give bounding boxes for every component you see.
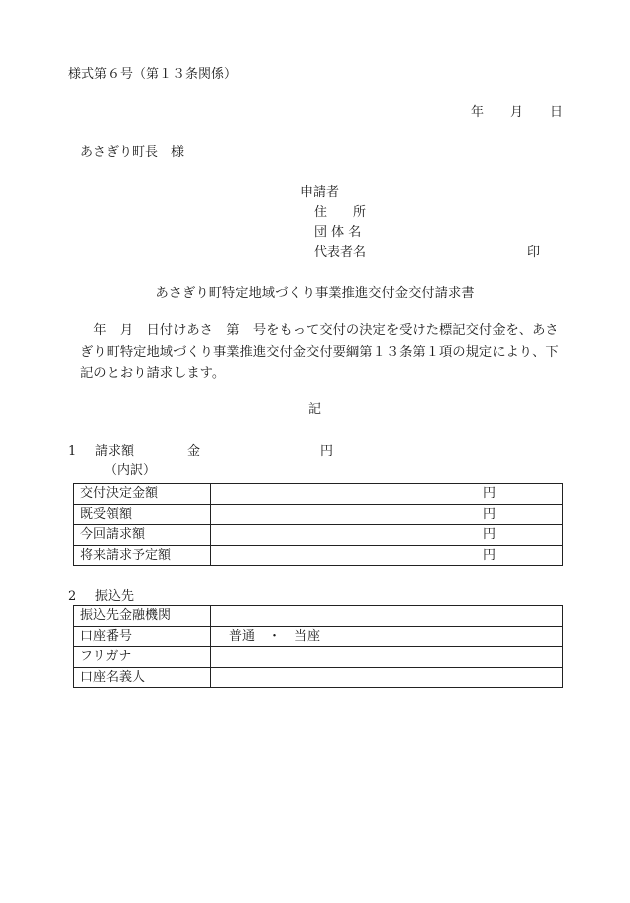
breakdown-row-unit: 円 bbox=[211, 504, 563, 525]
breakdown-row-label: 将来請求予定額 bbox=[74, 545, 211, 566]
transfer-row-value bbox=[211, 606, 563, 627]
section1-label: 請求額 bbox=[95, 444, 135, 459]
table-row bbox=[74, 504, 563, 525]
body-line-3: 記のとおり請求します。 bbox=[80, 366, 226, 381]
transfer-row-label: 振込先金融機関 bbox=[74, 606, 211, 627]
breakdown-row-unit: 円 bbox=[211, 525, 563, 546]
table-row bbox=[74, 484, 563, 505]
breakdown-row-unit: 円 bbox=[211, 484, 563, 505]
breakdown-table bbox=[73, 483, 563, 566]
claim-amount-suffix: 円 bbox=[320, 444, 334, 459]
applicant-address-label: 住 所 bbox=[314, 205, 367, 220]
table-row bbox=[74, 545, 563, 566]
section1-number: 1 bbox=[68, 444, 77, 459]
applicant-group-label: 団 体 名 bbox=[314, 225, 362, 240]
body-line-2: ぎり町特定地域づくり事業推進交付金交付要綱第１３条第１項の規定により、下 bbox=[80, 345, 559, 360]
transfer-row-value bbox=[211, 667, 563, 688]
seal-mark: 印 bbox=[527, 245, 541, 260]
addressee: あさぎり町長 様 bbox=[80, 145, 185, 160]
claim-amount-prefix: 金 bbox=[187, 444, 201, 459]
transfer-row-label: 口座番号 bbox=[74, 626, 211, 647]
breakdown-row-label: 交付決定金額 bbox=[74, 484, 211, 505]
date-day-label: 日 bbox=[550, 105, 564, 120]
table-row bbox=[74, 626, 563, 647]
section2-number: 2 bbox=[68, 589, 77, 604]
table-row bbox=[74, 606, 563, 627]
table-row bbox=[74, 525, 563, 546]
date-month-label: 月 bbox=[510, 105, 524, 120]
table-row bbox=[74, 667, 563, 688]
applicant-representative-label: 代表者名 bbox=[314, 245, 367, 260]
transfer-row-value bbox=[211, 647, 563, 668]
breakdown-row-label: 既受領額 bbox=[74, 504, 211, 525]
body-line-1: 年 月 日付けあさ 第 号をもって交付の決定を受けた標記交付金を、あさ bbox=[80, 323, 559, 338]
breakdown-label: （内訳） bbox=[104, 463, 157, 478]
date-year-label: 年 bbox=[471, 105, 485, 120]
document-title: あさぎり町特定地域づくり事業推進交付金交付請求書 bbox=[155, 286, 475, 301]
note-heading: 記 bbox=[308, 402, 322, 417]
form-number: 様式第６号（第１３条関係） bbox=[68, 67, 238, 82]
transfer-table bbox=[73, 605, 563, 688]
table-row bbox=[74, 647, 563, 668]
breakdown-row-label: 今回請求額 bbox=[74, 525, 211, 546]
transfer-row-label: フリガナ bbox=[74, 647, 211, 668]
account-type-options: 普通 ・ 当座 bbox=[211, 626, 563, 647]
applicant-heading: 申請者 bbox=[300, 185, 340, 200]
breakdown-row-unit: 円 bbox=[211, 545, 563, 566]
section2-label: 振込先 bbox=[95, 589, 135, 604]
transfer-row-label: 口座名義人 bbox=[74, 667, 211, 688]
